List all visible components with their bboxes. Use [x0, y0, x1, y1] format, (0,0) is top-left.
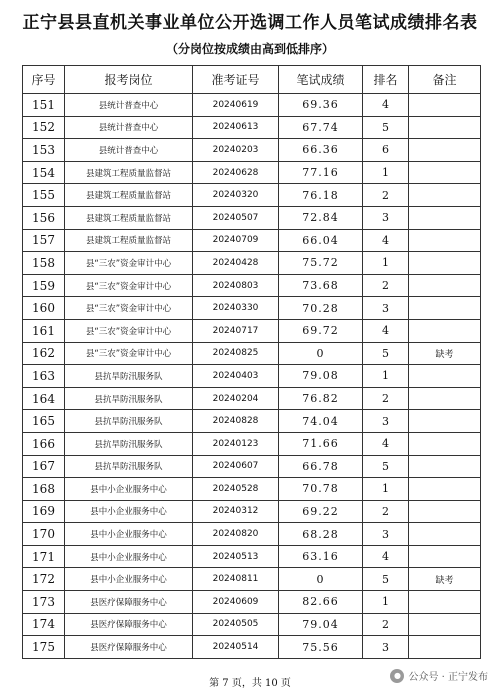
cell-exam-id: 20240203 [193, 139, 279, 162]
table-body [23, 94, 481, 659]
cell-seq: 163 [23, 365, 65, 388]
header-note: 备注 [409, 66, 481, 94]
cell-note [409, 613, 481, 636]
wechat-icon: ● [390, 669, 404, 683]
cell-exam-id: 20240619 [193, 94, 279, 117]
cell-rank: 4 [363, 545, 409, 568]
cell-score: 0 [279, 342, 363, 365]
cell-rank: 4 [363, 94, 409, 117]
table-row [23, 410, 481, 433]
cell-exam-id: 20240628 [193, 161, 279, 184]
cell-exam-id: 20240507 [193, 206, 279, 229]
cell-exam-id: 20240811 [193, 568, 279, 591]
cell-post: 县医疗保障服务中心 [65, 636, 193, 659]
document-subtitle: （分岗位按成绩由高到低排序） [165, 42, 334, 56]
header-score: 笔试成绩 [279, 66, 363, 94]
cell-note [409, 206, 481, 229]
watermark-text: 公众号 · 正宁发布 [408, 672, 488, 683]
cell-post: 县抗旱防汛服务队 [65, 410, 193, 433]
table-row [23, 342, 481, 365]
cell-score: 79.08 [279, 365, 363, 388]
cell-score: 75.72 [279, 252, 363, 275]
cell-rank: 2 [363, 387, 409, 410]
cell-note [409, 455, 481, 478]
cell-note [409, 116, 481, 139]
cell-exam-id: 20240820 [193, 523, 279, 546]
cell-score: 70.78 [279, 478, 363, 501]
cell-rank: 5 [363, 568, 409, 591]
cell-post: 县“三农”资金审计中心 [65, 252, 193, 275]
cell-rank: 1 [363, 252, 409, 275]
cell-note [409, 432, 481, 455]
cell-exam-id: 20240204 [193, 387, 279, 410]
table-row [23, 636, 481, 659]
cell-post: 县统计普查中心 [65, 94, 193, 117]
cell-score: 75.56 [279, 636, 363, 659]
table-row [23, 545, 481, 568]
cell-score: 73.68 [279, 274, 363, 297]
table-row [23, 139, 481, 162]
cell-rank: 2 [363, 500, 409, 523]
cell-exam-id: 20240803 [193, 274, 279, 297]
cell-seq: 155 [23, 184, 65, 207]
cell-note [409, 94, 481, 117]
cell-rank: 5 [363, 455, 409, 478]
cell-rank: 5 [363, 342, 409, 365]
cell-seq: 157 [23, 229, 65, 252]
cell-note [409, 297, 481, 320]
cell-rank: 2 [363, 274, 409, 297]
table-row [23, 568, 481, 591]
cell-score: 77.16 [279, 161, 363, 184]
cell-score: 66.36 [279, 139, 363, 162]
cell-rank: 3 [363, 297, 409, 320]
page-footer: 第 7 页，共 10 页 [209, 678, 291, 689]
cell-exam-id: 20240528 [193, 478, 279, 501]
cell-score: 69.22 [279, 500, 363, 523]
cell-seq: 154 [23, 161, 65, 184]
cell-rank: 1 [363, 478, 409, 501]
cell-seq: 160 [23, 297, 65, 320]
cell-seq: 172 [23, 568, 65, 591]
cell-note [409, 252, 481, 275]
cell-rank: 1 [363, 591, 409, 614]
cell-score: 82.66 [279, 591, 363, 614]
cell-score: 76.18 [279, 184, 363, 207]
cell-exam-id: 20240609 [193, 591, 279, 614]
table-row [23, 500, 481, 523]
cell-exam-id: 20240513 [193, 545, 279, 568]
cell-note: 缺考 [409, 342, 481, 365]
scores-table [22, 65, 481, 659]
document-title: 正宁县县直机关事业单位公开选调工作人员笔试成绩排名表 [22, 13, 478, 33]
cell-score: 71.66 [279, 432, 363, 455]
cell-note [409, 387, 481, 410]
cell-note [409, 523, 481, 546]
header-post: 报考岗位 [65, 66, 193, 94]
table-row [23, 94, 481, 117]
cell-note [409, 229, 481, 252]
cell-exam-id: 20240607 [193, 455, 279, 478]
cell-seq: 170 [23, 523, 65, 546]
cell-exam-id: 20240825 [193, 342, 279, 365]
cell-exam-id: 20240828 [193, 410, 279, 433]
cell-seq: 171 [23, 545, 65, 568]
cell-post: 县中小企业服务中心 [65, 545, 193, 568]
cell-post: 县建筑工程质量监督站 [65, 161, 193, 184]
cell-seq: 174 [23, 613, 65, 636]
table-row [23, 319, 481, 342]
cell-score: 76.82 [279, 387, 363, 410]
cell-note: 缺考 [409, 568, 481, 591]
cell-post: 县抗旱防汛服务队 [65, 365, 193, 388]
header-rank: 排名 [363, 66, 409, 94]
watermark [390, 668, 488, 683]
cell-post: 县建筑工程质量监督站 [65, 184, 193, 207]
cell-post: 县抗旱防汛服务队 [65, 387, 193, 410]
cell-post: 县医疗保障服务中心 [65, 613, 193, 636]
cell-note [409, 410, 481, 433]
cell-post: 县医疗保障服务中心 [65, 591, 193, 614]
cell-exam-id: 20240514 [193, 636, 279, 659]
cell-rank: 3 [363, 523, 409, 546]
cell-note [409, 591, 481, 614]
cell-seq: 173 [23, 591, 65, 614]
cell-post: 县建筑工程质量监督站 [65, 229, 193, 252]
cell-post: 县统计普查中心 [65, 116, 193, 139]
table-row [23, 184, 481, 207]
cell-post: 县“三农”资金审计中心 [65, 297, 193, 320]
cell-score: 69.72 [279, 319, 363, 342]
cell-seq: 152 [23, 116, 65, 139]
cell-score: 74.04 [279, 410, 363, 433]
cell-exam-id: 20240320 [193, 184, 279, 207]
cell-note [409, 365, 481, 388]
table-row [23, 229, 481, 252]
table-row [23, 365, 481, 388]
table-row [23, 591, 481, 614]
cell-note [409, 139, 481, 162]
cell-exam-id: 20240717 [193, 319, 279, 342]
cell-exam-id: 20240123 [193, 432, 279, 455]
cell-seq: 165 [23, 410, 65, 433]
header-seq: 序号 [23, 66, 65, 94]
cell-seq: 156 [23, 206, 65, 229]
cell-rank: 4 [363, 432, 409, 455]
cell-seq: 164 [23, 387, 65, 410]
cell-post: 县抗旱防汛服务队 [65, 432, 193, 455]
cell-post: 县中小企业服务中心 [65, 523, 193, 546]
cell-post: 县建筑工程质量监督站 [65, 206, 193, 229]
table-row [23, 478, 481, 501]
cell-post: 县“三农”资金审计中心 [65, 319, 193, 342]
cell-seq: 153 [23, 139, 65, 162]
cell-note [409, 636, 481, 659]
cell-seq: 161 [23, 319, 65, 342]
cell-post: 县中小企业服务中心 [65, 478, 193, 501]
cell-rank: 5 [363, 116, 409, 139]
cell-seq: 167 [23, 455, 65, 478]
table-row [23, 206, 481, 229]
table-row [23, 252, 481, 275]
cell-note [409, 545, 481, 568]
table-header-row [23, 66, 481, 94]
table-row [23, 387, 481, 410]
table-row [23, 274, 481, 297]
cell-rank: 2 [363, 184, 409, 207]
cell-seq: 168 [23, 478, 65, 501]
cell-rank: 1 [363, 161, 409, 184]
cell-exam-id: 20240428 [193, 252, 279, 275]
table-row [23, 455, 481, 478]
cell-score: 0 [279, 568, 363, 591]
header-exam-id: 准考证号 [193, 66, 279, 94]
cell-exam-id: 20240613 [193, 116, 279, 139]
cell-post: 县“三农”资金审计中心 [65, 274, 193, 297]
cell-rank: 1 [363, 365, 409, 388]
cell-score: 79.04 [279, 613, 363, 636]
cell-score: 69.36 [279, 94, 363, 117]
cell-score: 66.04 [279, 229, 363, 252]
cell-note [409, 500, 481, 523]
table-row [23, 432, 481, 455]
cell-seq: 159 [23, 274, 65, 297]
cell-exam-id: 20240330 [193, 297, 279, 320]
cell-score: 63.16 [279, 545, 363, 568]
cell-exam-id: 20240505 [193, 613, 279, 636]
cell-score: 72.84 [279, 206, 363, 229]
cell-seq: 162 [23, 342, 65, 365]
cell-seq: 166 [23, 432, 65, 455]
cell-note [409, 274, 481, 297]
cell-exam-id: 20240403 [193, 365, 279, 388]
cell-post: 县抗旱防汛服务队 [65, 455, 193, 478]
cell-exam-id: 20240709 [193, 229, 279, 252]
cell-score: 66.78 [279, 455, 363, 478]
cell-seq: 169 [23, 500, 65, 523]
cell-rank: 3 [363, 636, 409, 659]
cell-score: 68.28 [279, 523, 363, 546]
table-row [23, 613, 481, 636]
cell-rank: 2 [363, 613, 409, 636]
table-row [23, 161, 481, 184]
cell-post: 县中小企业服务中心 [65, 568, 193, 591]
cell-rank: 6 [363, 139, 409, 162]
cell-note [409, 319, 481, 342]
cell-seq: 175 [23, 636, 65, 659]
cell-rank: 3 [363, 410, 409, 433]
cell-seq: 151 [23, 94, 65, 117]
cell-post: 县中小企业服务中心 [65, 500, 193, 523]
cell-note [409, 161, 481, 184]
cell-seq: 158 [23, 252, 65, 275]
cell-rank: 4 [363, 319, 409, 342]
cell-note [409, 184, 481, 207]
cell-rank: 3 [363, 206, 409, 229]
table-row [23, 297, 481, 320]
table-row [23, 523, 481, 546]
cell-score: 70.28 [279, 297, 363, 320]
cell-note [409, 478, 481, 501]
cell-score: 67.74 [279, 116, 363, 139]
cell-rank: 4 [363, 229, 409, 252]
cell-exam-id: 20240312 [193, 500, 279, 523]
cell-post: 县统计普查中心 [65, 139, 193, 162]
table-row [23, 116, 481, 139]
cell-post: 县“三农”资金审计中心 [65, 342, 193, 365]
